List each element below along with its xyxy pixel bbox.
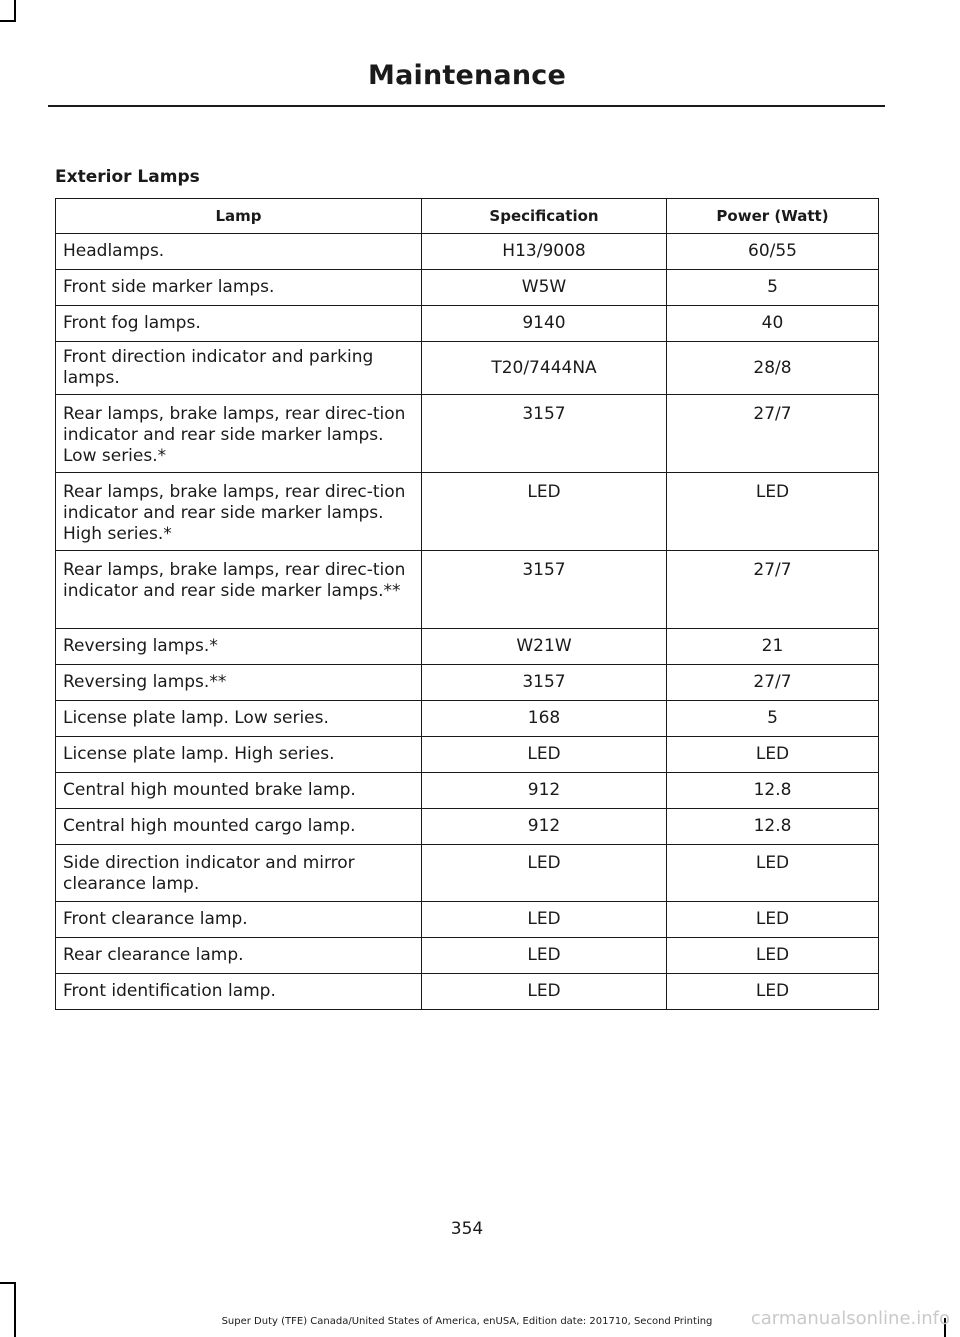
table-row bbox=[56, 773, 879, 809]
lamp-cell: Central high mounted brake lamp. bbox=[56, 773, 422, 809]
power-cell: 28/8 bbox=[667, 342, 879, 395]
table-row bbox=[56, 845, 879, 902]
power-cell: LED bbox=[667, 902, 879, 938]
spec-cell: LED bbox=[422, 473, 667, 551]
spec-cell: W21W bbox=[422, 629, 667, 665]
spec-cell: 9140 bbox=[422, 306, 667, 342]
spec-cell: LED bbox=[422, 902, 667, 938]
column-header-power: Power (Watt) bbox=[667, 199, 879, 234]
power-cell: 12.8 bbox=[667, 809, 879, 845]
spec-cell: LED bbox=[422, 938, 667, 974]
page-title: Maintenance bbox=[368, 60, 566, 91]
power-cell: 27/7 bbox=[667, 551, 879, 629]
section-heading: Exterior Lamps bbox=[55, 167, 200, 187]
power-cell: LED bbox=[667, 737, 879, 773]
table-row bbox=[56, 665, 879, 701]
lamp-cell: Front clearance lamp. bbox=[56, 902, 422, 938]
crop-mark-top-left-h bbox=[0, 20, 16, 22]
lamp-cell: Reversing lamps.** bbox=[56, 665, 422, 701]
lamp-cell: Front direction indicator and parking lamps. bbox=[56, 342, 422, 395]
spec-cell: 168 bbox=[422, 701, 667, 737]
spec-cell: 912 bbox=[422, 773, 667, 809]
power-cell: 5 bbox=[667, 270, 879, 306]
lamp-cell: Headlamps. bbox=[56, 234, 422, 270]
table-row bbox=[56, 629, 879, 665]
table-row bbox=[56, 701, 879, 737]
spec-cell: 912 bbox=[422, 809, 667, 845]
lamp-cell: Reversing lamps.* bbox=[56, 629, 422, 665]
spec-cell: LED bbox=[422, 974, 667, 1010]
table-row bbox=[56, 342, 879, 395]
lamp-cell: Rear lamps, brake lamps, rear direc-tion indicator and rear side marker lamps. Low series.* bbox=[56, 395, 422, 473]
lamp-cell: Side direction indicator and mirror clearance lamp. bbox=[56, 845, 422, 902]
lamp-cell: Rear lamps, brake lamps, rear direc-tion indicator and rear side marker lamps. High series.* bbox=[56, 473, 422, 551]
power-cell: 12.8 bbox=[667, 773, 879, 809]
power-cell: 21 bbox=[667, 629, 879, 665]
power-cell: 40 bbox=[667, 306, 879, 342]
lamp-cell: Rear lamps, brake lamps, rear direc-tion indicator and rear side marker lamps.** bbox=[56, 551, 422, 629]
page-number: 354 bbox=[450, 1219, 484, 1239]
table-row bbox=[56, 902, 879, 938]
edition-footer: Super Duty (TFE) Canada/United States of America, enUSA, Edition date: 201710, Second Printing bbox=[221, 1316, 713, 1327]
table-row bbox=[56, 234, 879, 270]
spec-cell: LED bbox=[422, 737, 667, 773]
table-row bbox=[56, 938, 879, 974]
exterior-lamps-table bbox=[55, 198, 879, 1010]
crop-mark-bottom-left bbox=[14, 1282, 16, 1337]
table-row bbox=[56, 737, 879, 773]
column-header-lamp: Lamp bbox=[56, 199, 422, 234]
spec-cell: LED bbox=[422, 845, 667, 902]
watermark-text: carmanualsonline.info bbox=[750, 1308, 950, 1329]
lamp-cell: License plate lamp. High series. bbox=[56, 737, 422, 773]
table-row bbox=[56, 473, 879, 551]
power-cell: 27/7 bbox=[667, 395, 879, 473]
column-header-specification: Specification bbox=[422, 199, 667, 234]
power-cell: LED bbox=[667, 938, 879, 974]
lamp-cell: Rear clearance lamp. bbox=[56, 938, 422, 974]
power-cell: LED bbox=[667, 845, 879, 902]
table-row bbox=[56, 270, 879, 306]
crop-mark-bottom-left-h bbox=[0, 1282, 16, 1284]
title-divider bbox=[48, 105, 885, 107]
table-row bbox=[56, 395, 879, 473]
table-row bbox=[56, 306, 879, 342]
spec-cell: T20/7444NA bbox=[422, 342, 667, 395]
table-header-row bbox=[56, 199, 879, 234]
lamp-cell: Front fog lamps. bbox=[56, 306, 422, 342]
spec-cell: 3157 bbox=[422, 551, 667, 629]
table-row bbox=[56, 551, 879, 629]
power-cell: LED bbox=[667, 473, 879, 551]
spec-cell: W5W bbox=[422, 270, 667, 306]
lamp-cell: Front identification lamp. bbox=[56, 974, 422, 1010]
lamp-cell: Central high mounted cargo lamp. bbox=[56, 809, 422, 845]
lamp-cell: License plate lamp. Low series. bbox=[56, 701, 422, 737]
power-cell: LED bbox=[667, 974, 879, 1010]
power-cell: 60/55 bbox=[667, 234, 879, 270]
power-cell: 5 bbox=[667, 701, 879, 737]
crop-mark-top-left bbox=[14, 0, 16, 20]
spec-cell: 3157 bbox=[422, 395, 667, 473]
spec-cell: 3157 bbox=[422, 665, 667, 701]
table-row bbox=[56, 809, 879, 845]
lamp-cell: Front side marker lamps. bbox=[56, 270, 422, 306]
power-cell: 27/7 bbox=[667, 665, 879, 701]
table-row bbox=[56, 974, 879, 1010]
spec-cell: H13/9008 bbox=[422, 234, 667, 270]
